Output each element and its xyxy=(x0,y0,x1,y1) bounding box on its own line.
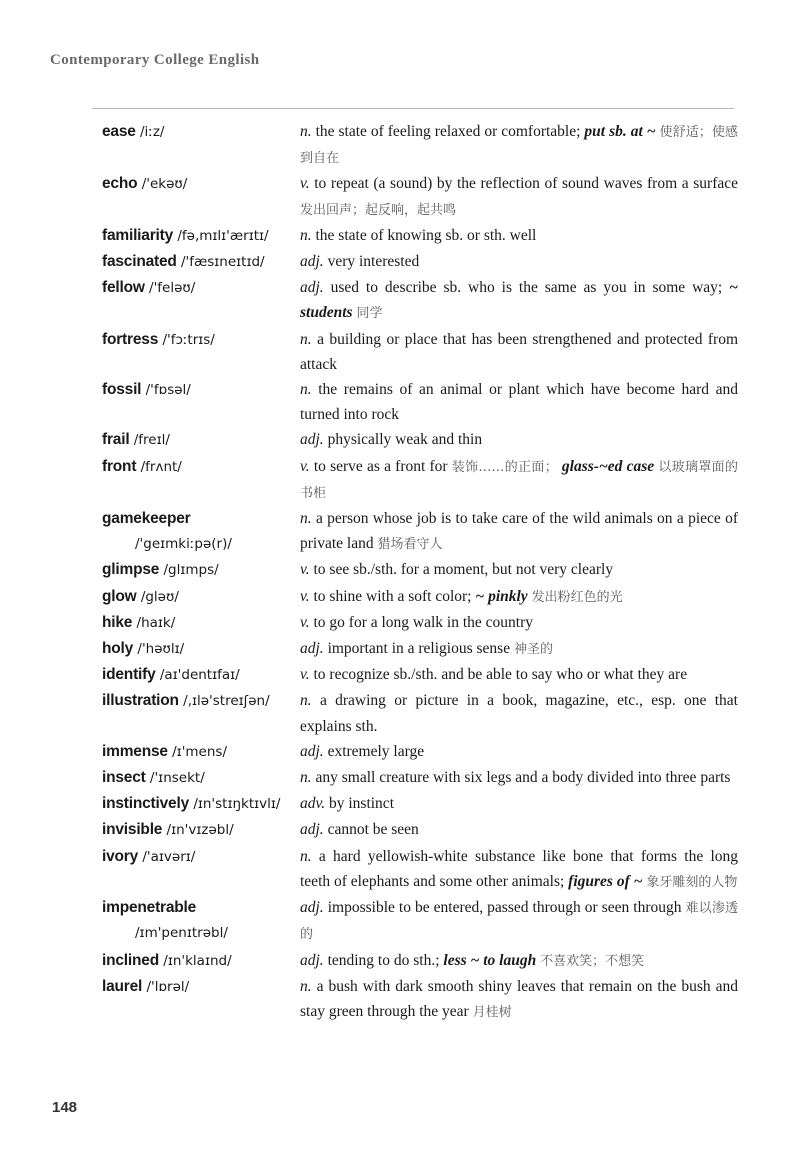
entry-headword xyxy=(102,844,300,895)
part-of-speech: v. xyxy=(300,587,310,605)
headword: hike xyxy=(102,613,133,631)
definition-text: impossible to be entered, passed through or seen through xyxy=(327,899,682,917)
part-of-speech: n. xyxy=(300,510,312,528)
chinese-gloss: 不喜欢笑；不想笑 xyxy=(540,953,645,969)
definition-text: a person whose job is to take care of the wild animals on a piece of private land xyxy=(300,510,738,553)
entry-definition xyxy=(300,688,738,738)
pronunciation-line xyxy=(102,531,300,557)
chinese-gloss: 同学 xyxy=(356,306,383,322)
headword: ivory xyxy=(102,847,139,865)
definition-text: to see sb./sth. for a moment, but not very clearly xyxy=(313,561,614,579)
glossary-entry xyxy=(102,584,738,610)
glossary-list xyxy=(102,119,738,1025)
entry-headword xyxy=(102,636,300,662)
entry-headword xyxy=(102,739,300,765)
entry-headword xyxy=(102,223,300,249)
part-of-speech: adj. xyxy=(300,253,324,271)
entry-headword xyxy=(102,974,300,1025)
pronunciation: /fə,mɪlɪ'ærɪtɪ/ xyxy=(177,227,269,244)
pronunciation: /frʌnt/ xyxy=(140,458,182,475)
headword: ease xyxy=(102,123,136,140)
part-of-speech: n. xyxy=(300,330,312,348)
chinese-gloss: 难以渗透的 xyxy=(300,901,738,943)
example-phrase: put sb. at ~ xyxy=(584,123,656,140)
definition-text: cannot be seen xyxy=(327,821,419,839)
headword: inclined xyxy=(102,951,159,969)
pronunciation: /haɪk/ xyxy=(136,614,176,631)
glossary-entry xyxy=(102,223,738,249)
part-of-speech: adj. xyxy=(300,640,324,658)
pronunciation: /glɪmps/ xyxy=(163,562,219,579)
entry-definition xyxy=(300,636,738,662)
entry-definition xyxy=(300,506,738,557)
pronunciation: /iːz/ xyxy=(140,124,165,140)
example-phrase: ~ students xyxy=(300,279,739,322)
pronunciation: /'fæsɪneɪtɪd/ xyxy=(180,254,265,271)
glossary-entry xyxy=(102,688,738,738)
glossary-entry xyxy=(102,844,738,895)
entry-definition xyxy=(300,844,738,895)
headword: illustration xyxy=(102,692,179,710)
headword: fortress xyxy=(102,330,159,348)
entry-definition xyxy=(300,377,738,427)
chinese-gloss: 以玻璃罩面的书柜 xyxy=(300,459,738,501)
header-rule xyxy=(92,108,734,109)
entry-definition xyxy=(300,249,738,275)
entry-headword xyxy=(102,557,300,583)
headword: glow xyxy=(102,587,137,605)
headword: echo xyxy=(102,175,138,193)
pronunciation: /ɪn'stɪŋktɪvlɪ/ xyxy=(193,796,281,813)
entry-headword xyxy=(102,249,300,275)
pronunciation: /'ekəʊ/ xyxy=(141,176,188,193)
entry-headword xyxy=(102,662,300,688)
example-phrase: figures of ~ xyxy=(568,872,643,890)
part-of-speech: adj. xyxy=(300,279,324,297)
chinese-gloss: 使舒适；使感到自在 xyxy=(300,125,739,167)
definition-text: to go for a long walk in the country xyxy=(313,613,534,631)
headword: frail xyxy=(102,431,130,449)
pronunciation: /gləʊ/ xyxy=(140,588,179,605)
definition-text: to serve as a front for xyxy=(313,457,448,475)
entry-headword xyxy=(102,895,300,947)
chinese-gloss: 发出回声；起反响，起共鸣 xyxy=(300,202,457,218)
entry-definition xyxy=(300,948,738,974)
entry-headword xyxy=(102,688,300,738)
glossary-entry xyxy=(102,636,738,662)
entry-headword xyxy=(102,791,300,817)
entry-definition xyxy=(300,171,738,222)
definition-text: by instinct xyxy=(328,795,394,813)
part-of-speech: v. xyxy=(300,561,310,579)
glossary-entry xyxy=(102,557,738,583)
headword: impenetrable xyxy=(102,899,197,917)
entry-definition xyxy=(300,427,738,453)
pronunciation: /'lɒrəl/ xyxy=(146,978,190,995)
entry-definition xyxy=(300,974,738,1025)
entry-definition xyxy=(300,584,738,610)
glossary-entry xyxy=(102,974,738,1025)
pronunciation: /ɪn'klaɪnd/ xyxy=(163,952,232,969)
part-of-speech: adj. xyxy=(300,742,324,760)
entry-definition xyxy=(300,557,738,583)
definition-text: to recognize sb./sth. and be able to say who or what they are xyxy=(313,666,688,684)
glossary-entry xyxy=(102,119,738,171)
definition-text: a hard yellowish-white substance like bone that forms the long teeth of elephants and some other animals; xyxy=(300,847,739,890)
entry-definition xyxy=(300,817,738,843)
part-of-speech: n. xyxy=(300,123,312,140)
entry-headword xyxy=(102,506,300,557)
pronunciation: /,ɪlə'streɪʃən/ xyxy=(183,693,270,710)
entry-definition xyxy=(300,791,738,817)
definition-text: the remains of an animal or plant which have become hard and turned into rock xyxy=(300,381,738,424)
headword: insect xyxy=(102,769,146,787)
headword: invisible xyxy=(102,821,163,839)
glossary-entry xyxy=(102,454,738,506)
definition-text: important in a religious sense xyxy=(327,640,511,658)
definition-text: to shine with a soft color; xyxy=(313,587,472,605)
entry-headword xyxy=(102,584,300,610)
entry-definition xyxy=(300,610,738,636)
headword: instinctively xyxy=(102,795,189,813)
definition-text: a building or place that has been strengthened and protected from attack xyxy=(300,330,739,373)
pronunciation: /ɪ'mens/ xyxy=(172,743,227,760)
entry-definition xyxy=(300,454,738,506)
entry-headword xyxy=(102,327,300,377)
glossary-entry xyxy=(102,275,738,326)
headword: familiarity xyxy=(102,226,174,244)
definition-text: to repeat (a sound) by the reflection of sound waves from a surface xyxy=(314,175,739,193)
part-of-speech: adj. xyxy=(300,821,324,839)
headword: holy xyxy=(102,640,134,658)
headword: identify xyxy=(102,666,156,684)
example-phrase: glass-~ed case xyxy=(561,457,655,475)
entry-headword xyxy=(102,427,300,453)
headword: immense xyxy=(102,742,168,760)
pronunciation: /'ɪnsekt/ xyxy=(149,770,205,787)
definition-text: physically weak and thin xyxy=(327,431,483,449)
example-phrase: ~ pinkly xyxy=(475,587,528,605)
chinese-gloss: 猎场看守人 xyxy=(377,537,443,553)
entry-headword xyxy=(102,610,300,636)
glossary-entry xyxy=(102,377,738,427)
part-of-speech: n. xyxy=(300,692,312,710)
glossary-entry xyxy=(102,895,738,947)
definition-text: the state of feeling relaxed or comfortable; xyxy=(315,123,581,140)
part-of-speech: v. xyxy=(300,613,310,631)
part-of-speech: adj. xyxy=(300,431,324,449)
headword: laurel xyxy=(102,977,143,995)
part-of-speech: adj. xyxy=(300,951,324,969)
glossary-entry xyxy=(102,791,738,817)
page-number: 148 xyxy=(52,1099,78,1116)
glossary-entry xyxy=(102,739,738,765)
glossary-entry xyxy=(102,610,738,636)
glossary-entry xyxy=(102,327,738,377)
entry-headword xyxy=(102,275,300,326)
part-of-speech: adj. xyxy=(300,899,324,917)
chinese-gloss: 神圣的 xyxy=(513,642,553,658)
part-of-speech: v. xyxy=(300,175,310,193)
entry-headword xyxy=(102,817,300,843)
entry-definition xyxy=(300,119,738,171)
entry-definition xyxy=(300,662,738,688)
entry-definition xyxy=(300,739,738,765)
glossary-entry xyxy=(102,948,738,974)
glossary-entry xyxy=(102,171,738,222)
entry-headword xyxy=(102,377,300,427)
pronunciation: /'aɪvərɪ/ xyxy=(142,848,196,865)
headword: gamekeeper xyxy=(102,510,191,528)
headword: fossil xyxy=(102,381,142,399)
entry-headword xyxy=(102,454,300,506)
entry-headword xyxy=(102,119,300,171)
pronunciation: /'geɪmkiːpə(r)/ xyxy=(135,536,232,553)
part-of-speech: v. xyxy=(300,666,310,684)
headword: fascinated xyxy=(102,253,177,271)
pronunciation: /'fɒsəl/ xyxy=(145,382,191,399)
glossary-entry xyxy=(102,817,738,843)
chinese-gloss: 月桂树 xyxy=(472,1004,512,1020)
definition-text: used to describe sb. who is the same as you in some way; xyxy=(330,279,723,297)
part-of-speech: n. xyxy=(300,226,312,244)
entry-definition xyxy=(300,275,738,326)
entry-headword xyxy=(102,171,300,222)
entry-definition xyxy=(300,895,738,947)
pronunciation: /'fɔːtrɪs/ xyxy=(162,331,215,348)
definition-text: very interested xyxy=(327,253,420,271)
part-of-speech: v. xyxy=(300,457,310,475)
pronunciation: /'feləʊ/ xyxy=(149,280,196,297)
pronunciation: /aɪ'dentɪfaɪ/ xyxy=(159,667,240,684)
headword: glimpse xyxy=(102,561,160,579)
definition-text: a drawing or picture in a book, magazine, etc., esp. one that explains sth. xyxy=(300,692,738,735)
glossary-entry xyxy=(102,765,738,791)
pronunciation: /ɪm'penɪtrəbl/ xyxy=(135,925,228,942)
entry-headword xyxy=(102,948,300,974)
pronunciation: /'həʊlɪ/ xyxy=(137,641,185,658)
definition-text: tending to do sth.; xyxy=(327,951,440,969)
chinese-gloss: 象牙雕刻的人物 xyxy=(646,874,738,890)
chinese-gloss: 发出粉红色的光 xyxy=(531,589,623,605)
part-of-speech: n. xyxy=(300,769,312,787)
part-of-speech: n. xyxy=(300,381,312,399)
definition-text: extremely large xyxy=(327,742,425,760)
glossary-entry xyxy=(102,249,738,275)
pronunciation-line xyxy=(102,920,300,946)
definition-text: any small creature with six legs and a body divided into three parts xyxy=(315,769,731,787)
example-phrase: less ~ to laugh xyxy=(443,951,537,969)
part-of-speech: n. xyxy=(300,977,312,995)
entry-definition xyxy=(300,327,738,377)
entry-definition xyxy=(300,765,738,791)
headword: fellow xyxy=(102,279,145,297)
headword: front xyxy=(102,457,137,475)
definition-text: a bush with dark smooth shiny leaves that remain on the bush and stay green through the year xyxy=(300,977,739,1020)
glossary-entry xyxy=(102,506,738,557)
part-of-speech: adv. xyxy=(300,795,326,813)
definition-text: the state of knowing sb. or sth. well xyxy=(315,226,537,244)
part-of-speech: n. xyxy=(300,847,312,865)
pronunciation: /freɪl/ xyxy=(133,432,170,449)
entry-headword xyxy=(102,765,300,791)
pronunciation: /ɪn'vɪzəbl/ xyxy=(166,822,234,839)
glossary-entry xyxy=(102,427,738,453)
chinese-gloss: 装饰……的正面； xyxy=(451,459,558,475)
book-title: Contemporary College English xyxy=(50,52,260,68)
glossary-entry xyxy=(102,662,738,688)
entry-definition xyxy=(300,223,738,249)
